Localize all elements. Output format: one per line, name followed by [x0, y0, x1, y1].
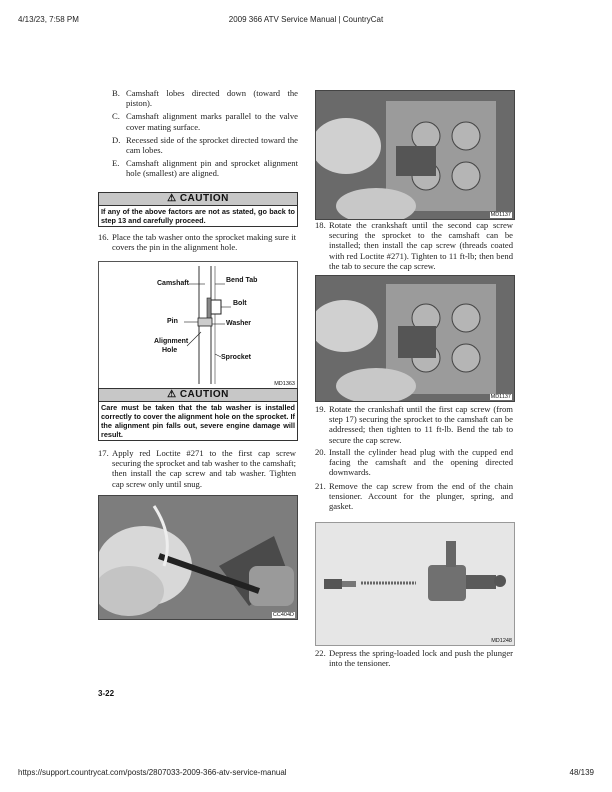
camshaft-sprocket-diagram — [98, 261, 298, 389]
figure-code: MD1248 — [491, 638, 512, 644]
step-number: 18. — [315, 220, 326, 230]
photo-placeholder — [316, 276, 514, 401]
caution-box — [98, 192, 298, 227]
list-letter: B. — [112, 88, 120, 98]
print-url: https://support.countrycat.com/posts/2807033-2009-366-atv-service-manual — [18, 768, 287, 777]
caution-text: If any of the above factors are not as stated, go back to step 13 and carefully proceed. — [101, 207, 295, 225]
caution-box — [98, 388, 298, 441]
step-21 — [315, 481, 513, 512]
caution-heading: ⚠ CAUTION — [99, 193, 297, 206]
diagram-drawing — [99, 262, 297, 388]
step-16 — [98, 232, 296, 252]
page-number: 3-22 — [98, 689, 115, 698]
label-sprocket: Sprocket — [221, 354, 251, 361]
photo-cam-sprocket-2 — [315, 275, 515, 402]
list-item — [112, 111, 298, 131]
print-page-title: 2009 366 ATV Service Manual | CountryCat — [228, 15, 384, 24]
step-text: Install the cylinder head plug with the cupped end facing the camshaft and the opening directed downwards. — [329, 447, 513, 478]
alignment-checklist — [112, 88, 298, 179]
photo-cam-sprocket-1 — [315, 90, 515, 220]
photo-loctite-application — [98, 495, 298, 620]
step-17 — [98, 448, 296, 489]
photo-placeholder — [316, 91, 514, 219]
list-text: Recessed side of the sprocket directed toward the cam lobes. — [126, 134, 298, 156]
step-text: Apply red Loctite #271 to the first cap screw securing the sprocket and tab washer to the camshaft; then install the cap screw and tab washer. Tighten cap screw only until snug. — [112, 448, 296, 489]
step-18 — [315, 220, 513, 271]
list-text: Camshaft lobes directed down (toward the piston). — [126, 88, 298, 109]
step-number: 16. — [98, 232, 109, 242]
label-washer: Washer — [226, 320, 252, 327]
print-page-count: 48/139 — [569, 768, 594, 777]
list-item — [112, 158, 298, 178]
list-letter: D. — [112, 134, 121, 145]
print-datetime: 4/13/23, 7:58 PM — [18, 15, 79, 24]
figure-code: MD1137 — [490, 394, 511, 400]
list-item — [112, 135, 298, 155]
photo-chain-tensioner — [315, 522, 515, 646]
list-item — [112, 88, 298, 108]
step-number: 19. — [315, 404, 326, 414]
photo-placeholder — [316, 523, 514, 645]
step-22 — [315, 648, 513, 668]
list-letter: C. — [112, 111, 120, 122]
step-20 — [315, 447, 513, 478]
figure-code: MD1363 — [274, 381, 295, 387]
step-number: 22. — [315, 648, 326, 658]
photo-placeholder — [99, 496, 297, 619]
list-text: Camshaft alignment pin and sprocket alignment hole (smallest) are aligned. — [126, 158, 298, 179]
step-19 — [315, 404, 513, 445]
label-hole: Hole — [162, 347, 178, 354]
list-text: Camshaft alignment marks parallel to the valve cover mating surface. — [126, 111, 298, 132]
figure-code: MD1137 — [490, 212, 511, 218]
step-number: 17. — [98, 448, 109, 458]
step-number: 21. — [315, 481, 326, 491]
caution-text: Care must be taken that the tab washer is installed correctly to cover the alignment hole on the sprocket. If the alignment pin falls out, severe engine damage will result. — [101, 403, 295, 439]
label-pin: Pin — [167, 318, 178, 325]
step-number: 20. — [315, 447, 326, 457]
step-text: Depress the spring-loaded lock and push the plunger into the tensioner. — [329, 648, 513, 669]
label-camshaft: Camshaft — [157, 280, 189, 287]
label-bend-tab: Bend Tab — [226, 277, 258, 284]
step-text: Remove the cap screw from the end of the chain tensioner. Account for the plunger, spring, and gasket. — [329, 481, 513, 512]
figure-code: CC404D — [272, 612, 294, 618]
label-alignment: Alignment — [154, 338, 189, 345]
step-text: Rotate the crankshaft until the second cap screw securing the sprocket to the camshaft can be installed; then install the cap screw (threads coated with red Loctite #271). Tighten to 11 ft-lb; then bend the tab to secure the cap screw. — [329, 220, 513, 271]
step-text: Place the tab washer onto the sprocket making sure it covers the pin in the alignment hole. — [112, 232, 296, 253]
label-bolt: Bolt — [233, 300, 247, 307]
caution-heading: ⚠ CAUTION — [99, 389, 297, 402]
list-letter: E. — [112, 158, 120, 169]
step-text: Rotate the crankshaft until the first cap screw (from step 17) securing the sprocket to the camshaft can be addressed; then tighten to 11 ft-lb. Bend the tab to secure the cap screw. — [329, 404, 513, 445]
